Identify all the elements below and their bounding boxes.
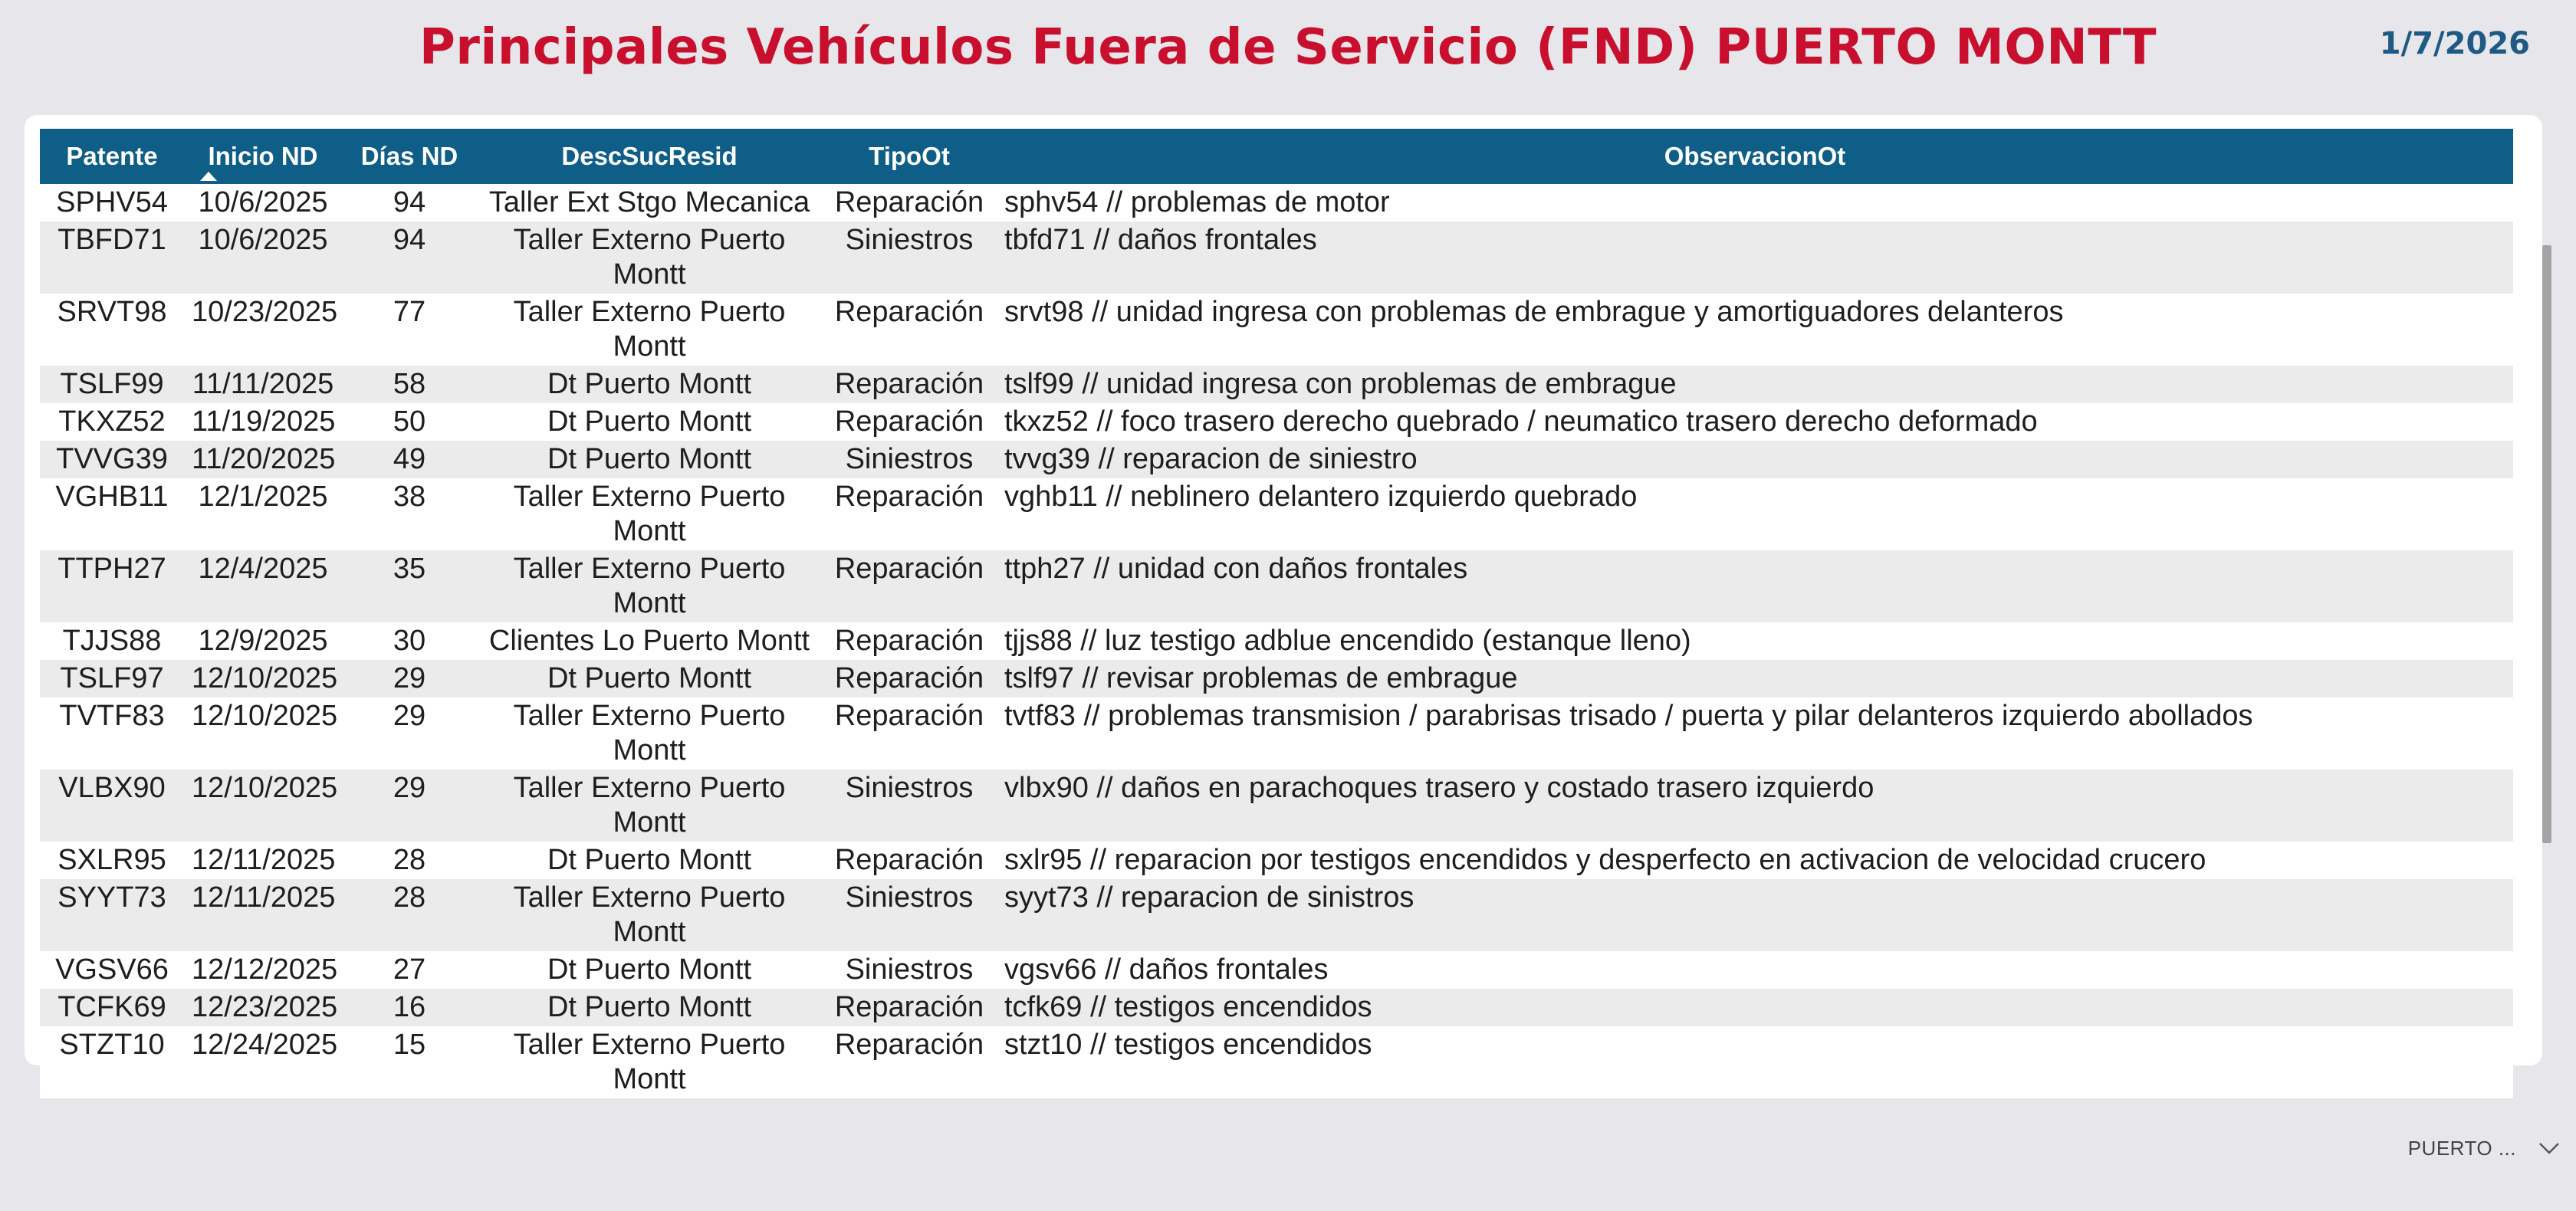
scrollbar-thumb[interactable] (2542, 245, 2551, 843)
cell-descsucresid: Taller Externo Puerto Montt (513, 1029, 786, 1095)
cell-dias-nd: 29 (393, 662, 426, 694)
cell-tipoot: Siniestros (845, 953, 974, 986)
sort-ascending-icon (200, 172, 217, 181)
cell-descsucresid: Dt Puerto Montt (547, 443, 752, 475)
cell-tipoot: Siniestros (845, 772, 974, 804)
cell-descsucresid: Taller Externo Puerto Montt (513, 553, 786, 619)
cell-inicio-nd: 12/11/2025 (192, 881, 336, 914)
column-header-label: Inicio ND (208, 142, 318, 170)
cell-observacionot: ttph27 // unidad con daños frontales (1004, 553, 1468, 585)
cell-descsucresid: Taller Externo Puerto Montt (513, 881, 786, 948)
cell-observacionot: vghb11 // neblinero delantero izquierdo quebrado (1004, 481, 1638, 513)
cell-patente: SRVT98 (57, 296, 167, 328)
cell-tipoot: Reparación (834, 700, 984, 732)
cell-observacionot: stzt10 // testigos encendidos (1004, 1029, 1372, 1061)
cell-observacionot: vgsv66 // daños frontales (1004, 953, 1329, 986)
location-filter-dropdown[interactable] (2392, 1128, 2561, 1168)
table-row[interactable] (40, 441, 2513, 478)
cell-dias-nd: 49 (393, 443, 426, 475)
cell-patente: VLBX90 (58, 772, 166, 804)
cell-inicio-nd: 12/1/2025 (198, 481, 328, 513)
cell-dias-nd: 58 (393, 368, 426, 400)
cell-tipoot: Reparación (834, 405, 984, 438)
cell-inicio-nd: 12/10/2025 (192, 772, 338, 804)
cell-inicio-nd: 12/10/2025 (192, 662, 338, 694)
table-row[interactable] (40, 550, 2513, 622)
cell-descsucresid: Taller Externo Puerto Montt (513, 296, 786, 363)
cell-dias-nd: 38 (393, 481, 426, 513)
cell-inicio-nd: 11/20/2025 (192, 443, 336, 475)
report-title: Principales Vehículos Fuera de Servicio (FND) PUERTO MONTT (419, 19, 2157, 76)
cell-tipoot: Reparación (834, 296, 984, 328)
cell-descsucresid: Dt Puerto Montt (547, 368, 752, 400)
report-date: 1/7/2026 (2379, 26, 2530, 61)
cell-tipoot: Reparación (834, 991, 984, 1023)
cell-dias-nd: 16 (393, 991, 426, 1023)
cell-dias-nd: 29 (393, 772, 426, 804)
column-header-inicio-nd[interactable] (184, 129, 342, 184)
table-viewport[interactable] (40, 129, 2513, 1095)
cell-tipoot: Reparación (834, 368, 984, 400)
column-header-dias-nd[interactable]: Días ND (360, 142, 458, 170)
cell-dias-nd: 27 (393, 953, 426, 986)
cell-observacionot: tkxz52 // foco trasero derecho quebrado / neumatico trasero derecho deformado (1004, 405, 2038, 438)
cell-descsucresid: Dt Puerto Montt (547, 991, 752, 1023)
table-row[interactable] (40, 622, 2513, 660)
cell-patente: TBFD71 (58, 224, 166, 256)
cell-patente: VGHB11 (55, 481, 169, 513)
cell-descsucresid: Taller Ext Stgo Mecanica (488, 186, 810, 218)
cell-inicio-nd: 12/11/2025 (192, 844, 336, 876)
cell-inicio-nd: 12/4/2025 (198, 553, 328, 585)
cell-tipoot: Siniestros (845, 224, 974, 256)
filter-selected-value: PUERTO ... (2407, 1136, 2516, 1160)
table-row[interactable] (40, 184, 2513, 222)
cell-dias-nd: 15 (393, 1029, 426, 1061)
cell-descsucresid: Taller Externo Puerto Montt (513, 772, 786, 839)
table-row[interactable] (40, 770, 2513, 842)
cell-dias-nd: 35 (393, 553, 426, 585)
cell-descsucresid: Dt Puerto Montt (547, 405, 752, 438)
table-header-row (40, 129, 2513, 184)
cell-descsucresid: Dt Puerto Montt (547, 844, 752, 876)
cell-tipoot: Siniestros (845, 443, 974, 475)
cell-tipoot: Reparación (834, 1029, 984, 1061)
vehicles-table (40, 129, 2513, 1098)
cell-descsucresid: Dt Puerto Montt (547, 662, 752, 694)
table-body (40, 184, 2513, 1098)
cell-patente: TSLF97 (60, 662, 164, 694)
cell-observacionot: srvt98 // unidad ingresa con problemas de embrague y amortiguadores delanteros (1004, 296, 2064, 328)
table-row[interactable] (40, 478, 2513, 550)
table-row[interactable] (40, 697, 2513, 770)
cell-dias-nd: 94 (393, 186, 426, 218)
cell-observacionot: tslf97 // revisar problemas de embrague (1004, 662, 1518, 694)
cell-dias-nd: 30 (393, 625, 426, 657)
cell-patente: TCFK69 (58, 991, 166, 1023)
cell-patente: TSLF99 (60, 368, 164, 400)
table-row[interactable] (40, 294, 2513, 366)
chevron-down-icon (2538, 1140, 2561, 1156)
cell-inicio-nd: 12/9/2025 (198, 625, 328, 657)
table-visual[interactable] (25, 115, 2542, 1095)
cell-tipoot: Reparación (834, 844, 984, 876)
cell-tipoot: Reparación (834, 625, 984, 657)
column-header-descsucresid[interactable]: DescSucResid (561, 142, 738, 170)
cell-patente: SXLR95 (58, 844, 166, 876)
cell-descsucresid: Dt Puerto Montt (547, 953, 752, 986)
cell-observacionot: tslf99 // unidad ingresa con problemas de embrague (1004, 368, 1677, 400)
cell-descsucresid: Taller Externo Puerto Montt (513, 700, 786, 766)
cell-patente: VGSV66 (55, 953, 169, 986)
cell-tipoot: Siniestros (845, 881, 974, 914)
cell-dias-nd: 28 (393, 881, 426, 914)
cell-observacionot: syyt73 // reparacion de sinistros (1004, 881, 1414, 914)
cell-descsucresid: Clientes Lo Puerto Montt (488, 625, 810, 657)
table-row[interactable] (40, 366, 2513, 403)
cell-patente: TVVG39 (56, 443, 168, 475)
cell-patente: SYYT73 (58, 881, 166, 914)
cell-descsucresid: Taller Externo Puerto Montt (513, 481, 786, 547)
cell-inicio-nd: 12/24/2025 (192, 1029, 338, 1061)
table-row[interactable] (40, 660, 2513, 697)
cell-descsucresid: Taller Externo Puerto Montt (513, 224, 786, 290)
cell-observacionot: tjjs88 // luz testigo adblue encendido (estanque lleno) (1004, 625, 1691, 657)
table-row[interactable] (40, 403, 2513, 441)
cell-patente: SPHV54 (56, 186, 168, 218)
cell-dias-nd: 28 (393, 844, 426, 876)
cell-inicio-nd: 10/6/2025 (198, 186, 328, 218)
cell-inicio-nd: 10/23/2025 (192, 296, 338, 328)
table-row[interactable] (40, 222, 2513, 294)
cell-observacionot: sphv54 // problemas de motor (1004, 186, 1390, 218)
cell-observacionot: tvvg39 // reparacion de siniestro (1004, 443, 1418, 475)
cell-observacionot: tcfk69 // testigos encendidos (1004, 991, 1372, 1023)
cell-dias-nd: 94 (393, 224, 426, 256)
table-row[interactable] (40, 879, 2513, 951)
cell-inicio-nd: 12/10/2025 (192, 700, 338, 732)
cell-tipoot: Reparación (834, 553, 984, 585)
cell-tipoot: Reparación (834, 186, 984, 218)
column-header-tipoot[interactable]: TipoOt (869, 142, 950, 170)
cell-observacionot: sxlr95 // reparacion por testigos encendidos y desperfecto en activacion de velocidad crucero (1004, 844, 2206, 876)
cell-inicio-nd: 11/11/2025 (192, 368, 334, 400)
table-row[interactable] (40, 1026, 2513, 1098)
cell-inicio-nd: 10/6/2025 (198, 224, 328, 256)
table-row[interactable] (40, 989, 2513, 1026)
cell-observacionot: vlbx90 // daños en parachoques trasero y costado trasero izquierdo (1004, 772, 1875, 804)
cell-dias-nd: 29 (393, 700, 426, 732)
cell-dias-nd: 77 (393, 296, 426, 328)
table-row[interactable] (40, 951, 2513, 989)
cell-patente: TVTF83 (59, 700, 165, 732)
cell-tipoot: Reparación (834, 481, 984, 513)
cell-patente: TTPH27 (58, 553, 166, 585)
table-row[interactable] (40, 842, 2513, 879)
cell-observacionot: tbfd71 // daños frontales (1004, 224, 1317, 256)
cell-inicio-nd: 12/23/2025 (192, 991, 338, 1023)
cell-patente: STZT10 (59, 1029, 165, 1061)
cell-dias-nd: 50 (393, 405, 426, 438)
cell-tipoot: Reparación (834, 662, 984, 694)
column-header-observacionot[interactable]: ObservacionOt (1664, 142, 1846, 170)
column-header-patente[interactable]: Patente (66, 142, 158, 170)
cell-patente: TJJS88 (62, 625, 162, 657)
vertical-scrollbar[interactable] (2542, 129, 2553, 1064)
cell-inicio-nd: 12/12/2025 (192, 953, 338, 986)
cell-patente: TKXZ52 (58, 405, 166, 438)
cell-inicio-nd: 11/19/2025 (192, 405, 336, 438)
cell-observacionot: tvtf83 // problemas transmision / parabrisas trisado / puerta y pilar delanteros izquierdo abollados (1004, 700, 2253, 732)
